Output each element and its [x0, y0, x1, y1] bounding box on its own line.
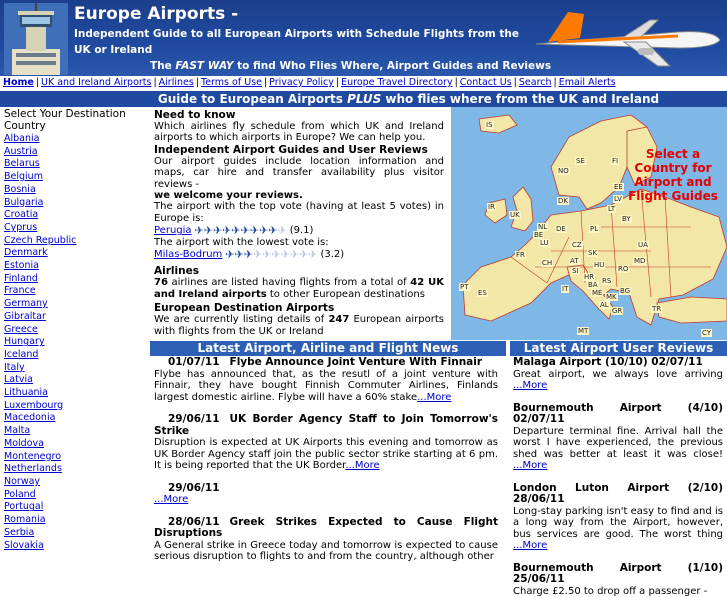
country-sidebar — [0, 107, 148, 545]
country-item — [4, 260, 148, 273]
rating-stars — [225, 249, 317, 260]
news-title — [154, 483, 498, 495]
map-code-czech[interactable]: CZ — [571, 241, 583, 249]
need-to-know-heading: Need to know — [154, 109, 444, 121]
map-code-austria[interactable]: AT — [569, 257, 580, 265]
country-link[interactable]: Macedonia — [4, 412, 55, 423]
review-more-link[interactable]: ...More — [513, 540, 547, 551]
map-code-albania[interactable]: AL — [599, 301, 610, 309]
star-icon: ✈ — [281, 249, 290, 260]
review-list — [513, 357, 723, 545]
europe-map-graphic — [451, 107, 727, 340]
country-item — [4, 235, 148, 248]
map-code-netherlands[interactable]: NL — [537, 223, 548, 231]
review-more-link[interactable]: ...More — [513, 380, 547, 391]
site-header — [0, 0, 727, 76]
map-code-bulgaria[interactable]: BG — [619, 287, 631, 295]
guides-heading: Independent Airport Guides and User Reviews — [154, 144, 444, 156]
top-score: (9.1) — [290, 225, 314, 236]
country-item — [4, 184, 148, 197]
news-date: 29/06/11 — [154, 482, 220, 494]
review-title[interactable]: Malaga Airport (10/10) 02/07/11 — [513, 357, 723, 369]
map-code-spain[interactable]: ES — [477, 289, 488, 297]
news-title — [154, 517, 498, 540]
news-title — [154, 414, 498, 437]
rating-stars — [195, 225, 287, 236]
star-icon: ✈ — [271, 249, 280, 260]
country-link[interactable]: Greece — [4, 324, 38, 335]
country-item — [4, 146, 148, 159]
country-link[interactable]: Bosnia — [4, 184, 36, 195]
news-more-link[interactable]: ...More — [417, 392, 451, 403]
need-to-know-text: Which airlines fly schedule from which UK and Ireland airports to which airports in Europe? We can help you. — [154, 121, 444, 144]
news-date: 29/06/11 — [154, 413, 220, 425]
country-link[interactable]: Netherlands — [4, 463, 62, 474]
turkey-shape[interactable] — [657, 297, 727, 323]
country-item — [4, 285, 148, 298]
intro-panel — [154, 109, 444, 337]
map-code-lithuania[interactable]: LT — [607, 205, 616, 213]
review-text: Charge £2.50 to drop off a passenger - — [513, 586, 707, 597]
country-item — [4, 209, 148, 222]
airplane-icon — [528, 8, 724, 70]
star-icon: ✈ — [204, 225, 213, 236]
news-heading: Latest Airport, Airline and Flight News — [150, 341, 506, 356]
country-item — [4, 527, 148, 540]
country-item — [4, 540, 148, 553]
welcome-text: we welcome your reviews. — [154, 190, 444, 201]
news-text: A General strike in Greece today and tomorrow is expected to cause serious disruption to flights to and from the country, although other — [154, 540, 498, 563]
star-icon: ✈ — [241, 225, 250, 236]
country-link[interactable]: Czech Republic — [4, 235, 76, 246]
star-icon: ✈ — [225, 249, 234, 260]
map-code-france[interactable]: FR — [515, 251, 526, 259]
country-item — [4, 324, 148, 337]
news-text: Flybe has announced that, as the resutl of a joint venture with Finnair, they have bought Finnish Commuter Airlines, Finlands largest domestic airline. Flybe will have a 60% stake — [154, 369, 498, 403]
map-code-uk[interactable]: UK — [509, 211, 521, 219]
reviews-heading: Latest Airport User Reviews — [510, 341, 727, 356]
country-item — [4, 374, 148, 387]
europe-map[interactable] — [451, 107, 727, 340]
country-item — [4, 133, 148, 146]
map-code-sweden[interactable]: SE — [575, 157, 586, 165]
map-code-moldova[interactable]: MD — [633, 257, 646, 265]
top-vote-text: The airport with the top vote (having at least 5 votes) in Europe is: — [154, 201, 444, 224]
star-icon: ✈ — [250, 225, 259, 236]
top-nav: Home | UK and Ireland Airports | Airlines | Terms of Use | Privacy Policy | Europe Travel Directory | Contact Us | Search | Email Alerts — [0, 76, 727, 90]
nav-search[interactable]: Search — [519, 77, 552, 88]
news-title — [154, 357, 498, 369]
review-text: Great airport, we always love arriving — [513, 369, 723, 380]
country-item — [4, 171, 148, 184]
review-title[interactable]: Bournemouth Airport (1/10) 25/06/11 — [513, 563, 723, 586]
map-code-ireland[interactable]: IR — [487, 203, 496, 211]
news-more-link[interactable]: ...More — [345, 460, 379, 471]
map-code-luxembourg[interactable]: LU — [539, 239, 550, 247]
news-headline: Flybe Announce Joint Venture With Finnair — [230, 356, 483, 368]
map-code-norway[interactable]: NO — [557, 167, 570, 175]
country-link[interactable]: Portugal — [4, 501, 43, 512]
country-item — [4, 298, 148, 311]
map-code-poland[interactable]: PL — [589, 225, 599, 233]
country-item — [4, 400, 148, 413]
nav-terms[interactable]: Terms of Use — [201, 77, 262, 88]
destinations-heading: European Destination Airports — [154, 302, 444, 314]
country-link[interactable]: Poland — [4, 489, 36, 500]
map-code-hungary[interactable]: HU — [593, 261, 605, 269]
country-link[interactable]: Norway — [4, 476, 40, 487]
map-code-cyprus[interactable]: CY — [701, 329, 712, 337]
map-code-denmark[interactable]: DK — [557, 197, 569, 205]
select-country-prompt[interactable]: Select a Country for Airport and Flight Guides — [625, 147, 721, 203]
map-code-latvia[interactable]: LV — [613, 195, 623, 203]
country-link[interactable]: Moldova — [4, 438, 44, 449]
map-code-slovakia[interactable]: SK — [587, 249, 598, 257]
country-item — [4, 336, 148, 349]
review-text: Long-stay parking isn't easy to find and is a long way from the Airport, however, bus services are good. The worst thing — [513, 506, 723, 540]
page-banner: Guide to European Airports PLUS who flies where from the UK and Ireland — [0, 91, 727, 107]
low-airport-rating — [154, 249, 444, 260]
map-code-belgium[interactable]: BE — [533, 231, 544, 239]
star-icon: ✈ — [222, 225, 231, 236]
news-list — [154, 357, 498, 545]
review-item — [513, 563, 723, 597]
nav-travel-directory[interactable]: Europe Travel Directory — [341, 77, 452, 88]
low-airport-link[interactable]: Milas-Bodrum — [154, 249, 222, 260]
country-item — [4, 247, 148, 260]
news-item — [154, 483, 498, 506]
news-more-link[interactable]: ...More — [154, 494, 188, 505]
country-item — [4, 273, 148, 286]
nav-contact[interactable]: Contact Us — [460, 77, 512, 88]
site-title: Europe Airports - — [74, 4, 238, 24]
review-item — [513, 403, 723, 472]
map-code-malta[interactable]: MT — [577, 327, 589, 335]
map-code-portugal[interactable]: PT — [459, 283, 470, 291]
country-item — [4, 387, 148, 400]
country-list — [0, 133, 148, 552]
star-icon: ✈ — [278, 225, 287, 236]
country-link[interactable]: Hungary — [4, 336, 45, 347]
country-link[interactable]: Malta — [4, 425, 30, 436]
news-text: Disruption is expected at UK Airports this evening and tomorrow as UK Border Agency staff join the public sector strike starting at 6 pm. It is being reported that the UK Border — [154, 437, 498, 471]
review-more-link[interactable]: ...More — [513, 460, 547, 471]
map-code-greece[interactable]: GR — [611, 307, 623, 315]
map-code-montenegro[interactable]: ME — [591, 289, 603, 297]
country-link[interactable]: France — [4, 285, 36, 296]
country-link[interactable]: Croatia — [4, 209, 38, 220]
airlines-heading: Airlines — [154, 265, 444, 277]
nav-home[interactable]: Home — [3, 77, 34, 88]
map-code-switzerland[interactable]: CH — [541, 259, 553, 267]
review-item — [513, 357, 723, 392]
country-link[interactable]: Germany — [4, 298, 48, 309]
country-link[interactable]: Austria — [4, 146, 38, 157]
news-headline: Greek Strikes Expected to Cause Flight Disruptions — [154, 516, 498, 540]
country-link[interactable]: Romania — [4, 514, 46, 525]
country-link[interactable]: Slovakia — [4, 540, 44, 551]
country-item — [4, 489, 148, 502]
country-link[interactable]: Luxembourg — [4, 400, 63, 411]
star-icon: ✈ — [268, 225, 277, 236]
map-code-slovenia[interactable]: SI — [571, 267, 580, 275]
country-link[interactable]: Belgium — [4, 171, 43, 182]
map-code-bosnia[interactable]: BA — [587, 281, 599, 289]
site-subtitle: Independent Guide to all European Airports with Schedule Flights from the UK or Ireland — [74, 26, 534, 58]
country-link[interactable]: Serbia — [4, 527, 34, 538]
country-link[interactable]: Belarus — [4, 158, 40, 169]
country-link[interactable]: Albania — [4, 133, 39, 144]
map-code-macedonia[interactable]: MK — [605, 293, 618, 301]
star-icon: ✈ — [290, 249, 299, 260]
guides-text: Our airport guides include location information and maps, car hire and transfer availability plus visitor reviews - — [154, 156, 444, 190]
country-item — [4, 514, 148, 527]
country-item — [4, 438, 148, 451]
star-icon: ✈ — [231, 225, 240, 236]
news-item — [154, 414, 498, 472]
map-code-serbia[interactable]: RS — [601, 277, 612, 285]
country-link[interactable]: Cyprus — [4, 222, 37, 233]
country-link[interactable]: Estonia — [4, 260, 39, 271]
star-icon: ✈ — [213, 225, 222, 236]
review-title[interactable]: Bournemouth Airport (4/10) 02/07/11 — [513, 403, 723, 426]
airlines-text: 76 airlines are listed having flights from a total of 42 UK and Ireland airports to other European destinations — [154, 277, 444, 300]
star-icon: ✈ — [262, 249, 271, 260]
map-code-romania[interactable]: RO — [617, 265, 629, 273]
country-link[interactable]: Latvia — [4, 374, 33, 385]
map-code-italy[interactable]: IT — [561, 285, 569, 293]
news-date: 01/07/11 — [154, 356, 220, 368]
review-text: Departure terminal fine. Arrival hall the worst I have experienced, the previous shed was better at least it was close! — [513, 426, 723, 460]
star-icon: ✈ — [195, 225, 204, 236]
tagline-emphasis: FAST WAY — [175, 60, 233, 72]
country-item — [4, 501, 148, 514]
map-code-turkey[interactable]: TR — [651, 305, 662, 313]
country-item — [4, 412, 148, 425]
star-icon: ✈ — [235, 249, 244, 260]
map-code-belarus[interactable]: BY — [621, 215, 632, 223]
news-date: 28/06/11 — [154, 516, 220, 528]
country-item — [4, 425, 148, 438]
low-vote-text: The airport with the lowest vote is: — [154, 237, 444, 248]
top-airport-link[interactable]: Perugia — [154, 225, 192, 236]
map-code-croatia[interactable]: HR — [583, 273, 595, 281]
control-tower-icon — [4, 3, 68, 75]
news-item — [154, 357, 498, 403]
country-item — [4, 197, 148, 210]
nav-email-alerts[interactable]: Email Alerts — [559, 77, 616, 88]
country-item — [4, 222, 148, 235]
country-item — [4, 349, 148, 362]
country-link[interactable]: Iceland — [4, 349, 38, 360]
country-item — [4, 311, 148, 324]
country-link[interactable]: Italy — [4, 362, 25, 373]
star-icon: ✈ — [244, 249, 253, 260]
country-item — [4, 451, 148, 464]
country-item — [4, 476, 148, 489]
country-heading: Select Your Destination Country — [0, 107, 148, 133]
nav-airlines[interactable]: Airlines — [159, 77, 194, 88]
map-code-finland[interactable]: FI — [611, 157, 619, 165]
country-link[interactable]: Montenegro — [4, 451, 61, 462]
country-link[interactable]: Denmark — [4, 247, 48, 258]
review-title[interactable]: London Luton Airport (2/10) 28/06/11 — [513, 483, 723, 506]
country-link[interactable]: Bulgaria — [4, 197, 43, 208]
star-icon: ✈ — [253, 249, 262, 260]
news-headline: UK Border Agency Staff to Join Tomorrow's Strike — [154, 413, 498, 437]
low-score: (3.2) — [320, 249, 344, 260]
country-item — [4, 362, 148, 375]
country-link[interactable]: Finland — [4, 273, 38, 284]
country-link[interactable]: Lithuania — [4, 387, 48, 398]
map-code-estonia[interactable]: EE — [613, 183, 624, 191]
country-item — [4, 463, 148, 476]
map-code-iceland[interactable]: IS — [485, 121, 494, 129]
star-icon: ✈ — [308, 249, 317, 260]
news-item — [154, 517, 498, 563]
tagline: The FAST WAY to find Who Flies Where, Airport Guides and Reviews — [150, 60, 551, 72]
top-airport-rating — [154, 225, 444, 236]
star-icon: ✈ — [259, 225, 268, 236]
star-icon: ✈ — [299, 249, 308, 260]
map-code-ukraine[interactable]: UA — [637, 241, 649, 249]
review-item — [513, 483, 723, 552]
country-item — [4, 158, 148, 171]
nav-uk-ireland-airports[interactable]: UK and Ireland Airports — [41, 77, 151, 88]
map-code-germany[interactable]: DE — [555, 225, 567, 233]
destinations-text: We are currently listing details of 247 European airports with flights from the UK or Ireland — [154, 314, 444, 337]
nav-privacy[interactable]: Privacy Policy — [269, 77, 334, 88]
country-link[interactable]: Gibraltar — [4, 311, 46, 322]
